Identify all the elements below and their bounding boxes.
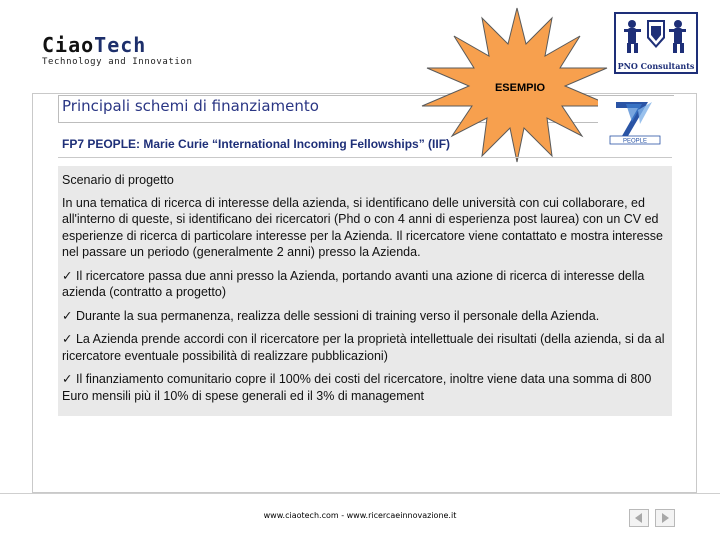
checkmark-icon: ✓ <box>62 331 73 346</box>
pno-emblem-icon <box>616 14 696 60</box>
pno-consultants-logo <box>614 12 698 74</box>
pno-caption: PNO Consultants <box>617 61 695 71</box>
next-slide-button[interactable] <box>655 509 675 527</box>
intro-paragraph: In una tematica di ricerca di interesse della azienda, si identificano delle università con cui collaborare, ed all'interno di queste, si identificano dei ricercatori (Phd o con 4 anni di esperienza post laurea) con un CV ed esperienze di ricerca di particolare interesse per la Azienda. Il ricercatore viene contattato e mostra interesse nel passare un periodo (generalmente 2 anni) presso la Azienda. <box>62 195 663 259</box>
footer-links[interactable]: www.ciaotech.com - www.ricercaeinnovazione.it <box>263 511 457 520</box>
checkmark-icon: ✓ <box>62 267 73 283</box>
logo-tech: Tech <box>94 33 147 57</box>
checkmark-icon: ✓ <box>62 371 73 386</box>
example-badge: ESEMPIO <box>494 82 546 94</box>
checkmark-icon: ✓ <box>62 307 73 323</box>
slide-subtitle: FP7 PEOPLE: Marie Curie “International Incoming Fellowships” (IIF) <box>62 137 451 151</box>
bullet-text: Il ricercatore passa due anni presso la Azienda, portando avanti una azione di ricerca di interesse della azienda (contratto a progetto) <box>62 268 645 299</box>
previous-slide-button[interactable] <box>629 509 649 527</box>
fp7-logo-caption: PEOPLE <box>622 138 648 145</box>
bullet-item <box>62 371 674 404</box>
bullet-text: La Azienda prende accordi con il ricercatore per la proprietà intellettuale dei risultati (della azienda, si da al ricercatore eventuale possibilità di realizzare pubblicazioni) <box>62 332 665 363</box>
footer-divider <box>0 493 720 494</box>
logo-wordmark <box>42 34 192 56</box>
content-text <box>62 172 674 411</box>
bullet-item <box>62 331 674 364</box>
logo-tagline: Technology and Innovation <box>42 57 193 67</box>
bullet-text: Durante la sua permanenza, realizza delle sessioni di training verso il personale della Azienda. <box>75 308 600 323</box>
scenario-heading: Scenario di progetto <box>62 173 174 187</box>
arrow-left-icon <box>630 510 648 526</box>
bullet-item <box>62 268 674 301</box>
bullet-text: Il finanziamento comunitario copre il 100% dei costi del ricercatore, inoltre viene data una somma di 800 Euro mensili più il 10% di spese generali ed il 3% di management <box>62 372 652 403</box>
logo-ciao: Ciao <box>42 33 95 57</box>
arrow-right-icon <box>656 510 674 526</box>
ciaotech-logo <box>42 34 192 67</box>
page-title: Principali schemi di finanziamento <box>62 97 319 115</box>
bullet-item <box>62 308 674 325</box>
